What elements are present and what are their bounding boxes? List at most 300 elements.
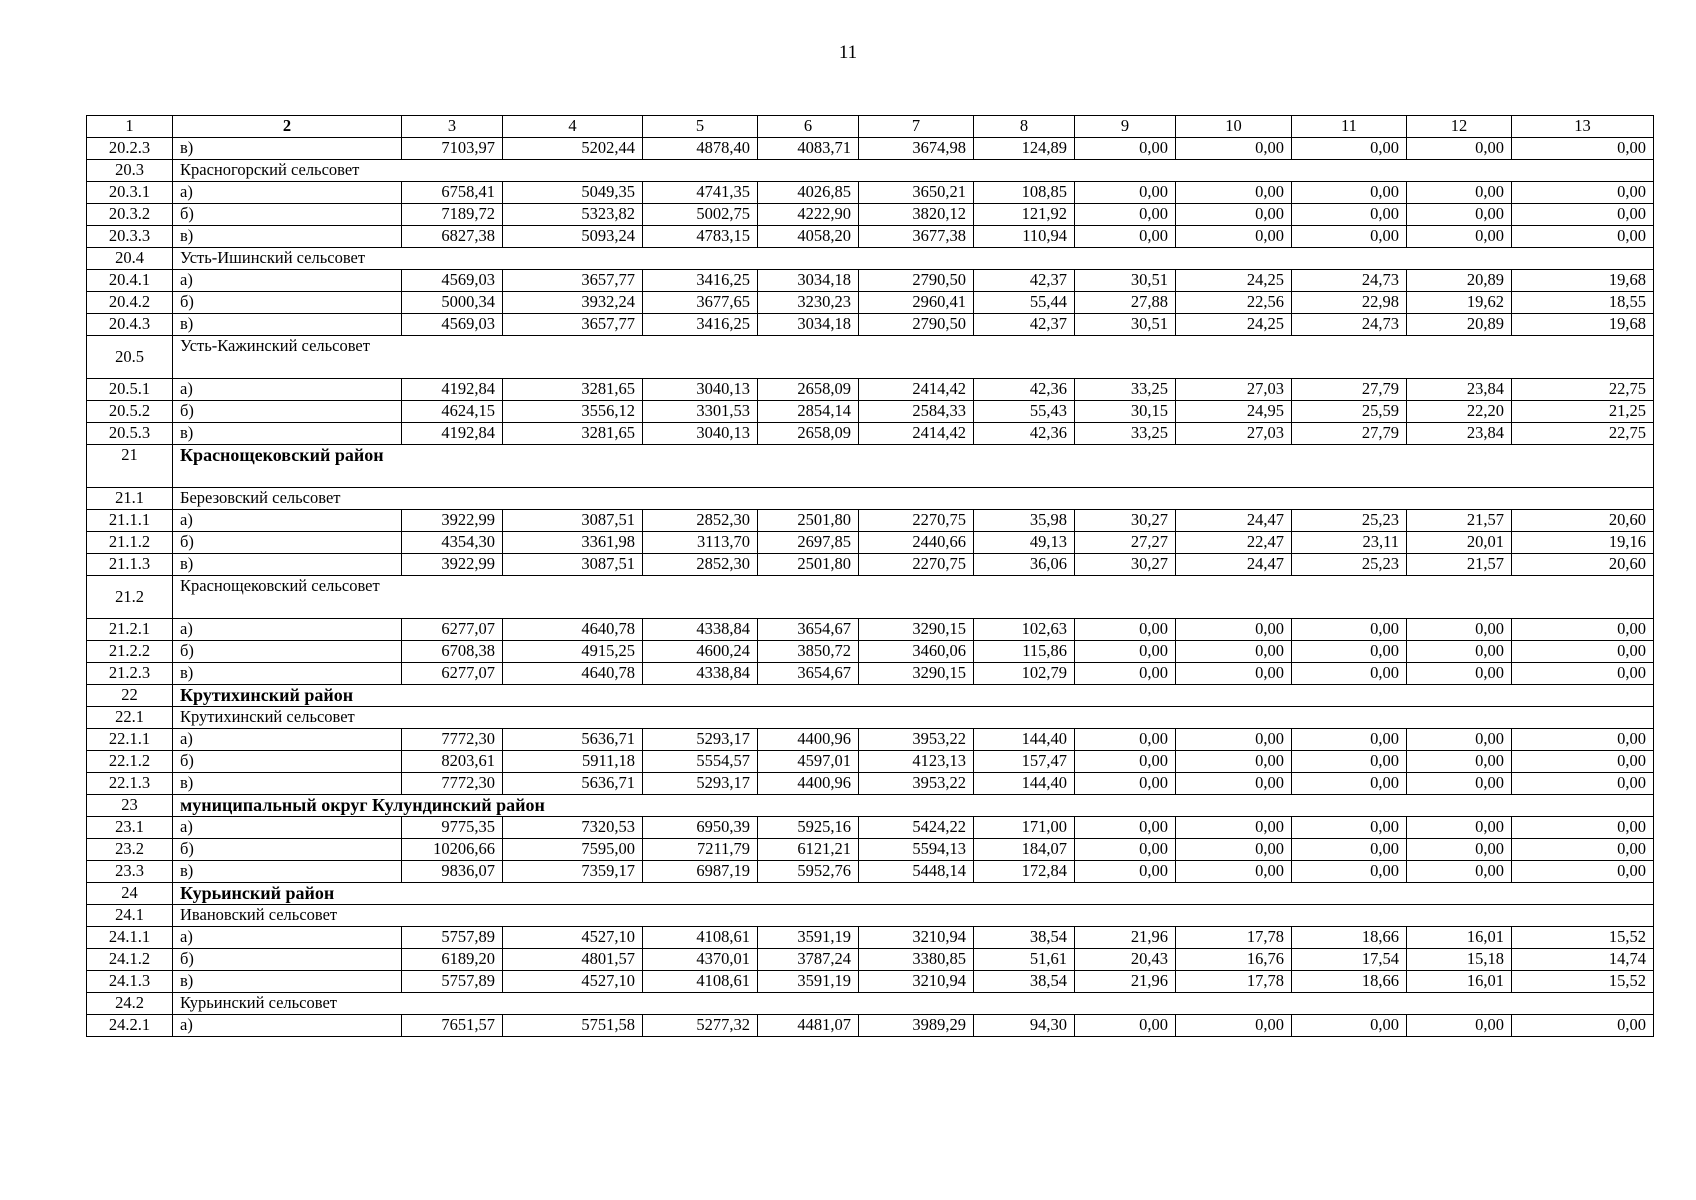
value-cell: 121,92 bbox=[974, 204, 1075, 226]
value-cell: 20,43 bbox=[1075, 949, 1176, 971]
row-code: 23.3 bbox=[87, 861, 173, 883]
table-row bbox=[87, 839, 1654, 861]
value-cell: 3953,22 bbox=[859, 729, 974, 751]
value-cell: 2501,80 bbox=[758, 554, 859, 576]
section-name-text: Ивановский сельсовет bbox=[180, 905, 338, 924]
value-cell: 24,25 bbox=[1176, 314, 1292, 336]
row-code: 24.1.3 bbox=[87, 971, 173, 993]
value-cell: 4083,71 bbox=[758, 138, 859, 160]
value-cell: 19,68 bbox=[1512, 314, 1654, 336]
value-cell: 2697,85 bbox=[758, 532, 859, 554]
value-cell: 0,00 bbox=[1407, 663, 1512, 685]
value-cell: 30,51 bbox=[1075, 314, 1176, 336]
section-row bbox=[87, 883, 1654, 905]
row-variant: в) bbox=[173, 314, 402, 336]
row-variant: а) bbox=[173, 1015, 402, 1037]
header-cell: 3 bbox=[402, 116, 503, 138]
table-row bbox=[87, 927, 1654, 949]
value-cell: 2414,42 bbox=[859, 379, 974, 401]
row-variant: б) bbox=[173, 401, 402, 423]
table-row bbox=[87, 971, 1654, 993]
value-cell: 0,00 bbox=[1512, 861, 1654, 883]
value-cell: 4915,25 bbox=[503, 641, 643, 663]
value-cell: 4878,40 bbox=[643, 138, 758, 160]
row-code: 20.3.1 bbox=[87, 182, 173, 204]
value-cell: 0,00 bbox=[1176, 861, 1292, 883]
header-cell: 5 bbox=[643, 116, 758, 138]
value-cell: 4222,90 bbox=[758, 204, 859, 226]
section-code: 24 bbox=[87, 883, 173, 905]
value-cell: 6708,38 bbox=[402, 641, 503, 663]
value-cell: 27,79 bbox=[1292, 379, 1407, 401]
value-cell: 0,00 bbox=[1407, 619, 1512, 641]
value-cell: 21,57 bbox=[1407, 554, 1512, 576]
section-code: 24.2 bbox=[87, 993, 173, 1015]
value-cell: 5323,82 bbox=[503, 204, 643, 226]
value-cell: 3087,51 bbox=[503, 554, 643, 576]
value-cell: 0,00 bbox=[1512, 773, 1654, 795]
value-cell: 0,00 bbox=[1176, 226, 1292, 248]
value-cell: 3361,98 bbox=[503, 532, 643, 554]
value-cell: 0,00 bbox=[1292, 773, 1407, 795]
value-cell: 3674,98 bbox=[859, 138, 974, 160]
section-row bbox=[87, 707, 1654, 729]
row-variant: а) bbox=[173, 729, 402, 751]
value-cell: 0,00 bbox=[1512, 839, 1654, 861]
value-cell: 0,00 bbox=[1292, 182, 1407, 204]
value-cell: 0,00 bbox=[1512, 619, 1654, 641]
section-code: 21 bbox=[87, 445, 173, 488]
row-variant: б) bbox=[173, 292, 402, 314]
row-variant: б) bbox=[173, 532, 402, 554]
value-cell: 0,00 bbox=[1075, 204, 1176, 226]
value-cell: 42,36 bbox=[974, 423, 1075, 445]
value-cell: 19,68 bbox=[1512, 270, 1654, 292]
row-code: 20.5.1 bbox=[87, 379, 173, 401]
row-variant: а) bbox=[173, 182, 402, 204]
value-cell: 4801,57 bbox=[503, 949, 643, 971]
value-cell: 3650,21 bbox=[859, 182, 974, 204]
value-cell: 3654,67 bbox=[758, 619, 859, 641]
value-cell: 20,60 bbox=[1512, 554, 1654, 576]
row-variant: б) bbox=[173, 751, 402, 773]
value-cell: 4624,15 bbox=[402, 401, 503, 423]
value-cell: 108,85 bbox=[974, 182, 1075, 204]
value-cell: 0,00 bbox=[1176, 182, 1292, 204]
value-cell: 4569,03 bbox=[402, 314, 503, 336]
value-cell: 49,13 bbox=[974, 532, 1075, 554]
value-cell: 27,03 bbox=[1176, 379, 1292, 401]
value-cell: 4123,13 bbox=[859, 751, 974, 773]
value-cell: 7103,97 bbox=[402, 138, 503, 160]
value-cell: 0,00 bbox=[1512, 1015, 1654, 1037]
value-cell: 7189,72 bbox=[402, 204, 503, 226]
header-cell: 2 bbox=[173, 116, 402, 138]
section-row bbox=[87, 685, 1654, 707]
value-cell: 102,79 bbox=[974, 663, 1075, 685]
value-cell: 16,01 bbox=[1407, 971, 1512, 993]
value-cell: 38,54 bbox=[974, 971, 1075, 993]
value-cell: 3953,22 bbox=[859, 773, 974, 795]
settlement-name bbox=[173, 160, 1654, 182]
table-row bbox=[87, 292, 1654, 314]
row-variant: в) bbox=[173, 861, 402, 883]
value-cell: 2584,33 bbox=[859, 401, 974, 423]
row-variant: а) bbox=[173, 270, 402, 292]
section-row bbox=[87, 336, 1654, 379]
value-cell: 0,00 bbox=[1407, 138, 1512, 160]
value-cell: 6277,07 bbox=[402, 663, 503, 685]
value-cell: 4108,61 bbox=[643, 971, 758, 993]
value-cell: 24,47 bbox=[1176, 510, 1292, 532]
district-name bbox=[173, 685, 1654, 707]
section-code: 23 bbox=[87, 795, 173, 817]
value-cell: 22,56 bbox=[1176, 292, 1292, 314]
section-code: 24.1 bbox=[87, 905, 173, 927]
value-cell: 18,66 bbox=[1292, 927, 1407, 949]
table-row bbox=[87, 861, 1654, 883]
value-cell: 17,78 bbox=[1176, 971, 1292, 993]
value-cell: 3932,24 bbox=[503, 292, 643, 314]
value-cell: 0,00 bbox=[1292, 138, 1407, 160]
value-cell: 0,00 bbox=[1407, 817, 1512, 839]
value-cell: 24,73 bbox=[1292, 314, 1407, 336]
value-cell: 6121,21 bbox=[758, 839, 859, 861]
section-row bbox=[87, 160, 1654, 182]
table-row bbox=[87, 423, 1654, 445]
value-cell: 2270,75 bbox=[859, 510, 974, 532]
value-cell: 4370,01 bbox=[643, 949, 758, 971]
value-cell: 5002,75 bbox=[643, 204, 758, 226]
value-cell: 4640,78 bbox=[503, 619, 643, 641]
value-cell: 22,20 bbox=[1407, 401, 1512, 423]
value-cell: 0,00 bbox=[1176, 138, 1292, 160]
value-cell: 0,00 bbox=[1512, 663, 1654, 685]
value-cell: 2501,80 bbox=[758, 510, 859, 532]
value-cell: 4108,61 bbox=[643, 927, 758, 949]
value-cell: 16,76 bbox=[1176, 949, 1292, 971]
value-cell: 36,06 bbox=[974, 554, 1075, 576]
value-cell: 3416,25 bbox=[643, 314, 758, 336]
value-cell: 42,37 bbox=[974, 270, 1075, 292]
table-row bbox=[87, 773, 1654, 795]
section-name-text: Краснощековский сельсовет bbox=[180, 576, 380, 595]
value-cell: 184,07 bbox=[974, 839, 1075, 861]
value-cell: 4600,24 bbox=[643, 641, 758, 663]
value-cell: 3281,65 bbox=[503, 423, 643, 445]
section-row bbox=[87, 445, 1654, 488]
value-cell: 0,00 bbox=[1292, 619, 1407, 641]
value-cell: 17,78 bbox=[1176, 927, 1292, 949]
value-cell: 27,03 bbox=[1176, 423, 1292, 445]
value-cell: 0,00 bbox=[1407, 641, 1512, 663]
row-variant: б) bbox=[173, 204, 402, 226]
row-code: 20.5.3 bbox=[87, 423, 173, 445]
value-cell: 4400,96 bbox=[758, 773, 859, 795]
settlement-name bbox=[173, 707, 1654, 729]
section-name-text: Березовский сельсовет bbox=[180, 488, 341, 507]
value-cell: 0,00 bbox=[1176, 839, 1292, 861]
value-cell: 0,00 bbox=[1075, 729, 1176, 751]
value-cell: 0,00 bbox=[1292, 204, 1407, 226]
value-cell: 3556,12 bbox=[503, 401, 643, 423]
value-cell: 2960,41 bbox=[859, 292, 974, 314]
section-name-text: Курьинский район bbox=[180, 883, 335, 903]
value-cell: 3113,70 bbox=[643, 532, 758, 554]
value-cell: 15,52 bbox=[1512, 971, 1654, 993]
value-cell: 3922,99 bbox=[402, 554, 503, 576]
value-cell: 22,98 bbox=[1292, 292, 1407, 314]
row-variant: б) bbox=[173, 839, 402, 861]
value-cell: 30,27 bbox=[1075, 554, 1176, 576]
row-variant: а) bbox=[173, 379, 402, 401]
table-row bbox=[87, 270, 1654, 292]
table-row bbox=[87, 663, 1654, 685]
value-cell: 2790,50 bbox=[859, 270, 974, 292]
value-cell: 0,00 bbox=[1407, 773, 1512, 795]
value-cell: 2658,09 bbox=[758, 379, 859, 401]
value-cell: 8203,61 bbox=[402, 751, 503, 773]
value-cell: 0,00 bbox=[1292, 817, 1407, 839]
value-cell: 4481,07 bbox=[758, 1015, 859, 1037]
value-cell: 5757,89 bbox=[402, 971, 503, 993]
value-cell: 21,57 bbox=[1407, 510, 1512, 532]
value-cell: 144,40 bbox=[974, 729, 1075, 751]
value-cell: 0,00 bbox=[1292, 663, 1407, 685]
section-name-text: муниципальный округ Кулундинский район bbox=[180, 795, 545, 815]
value-cell: 0,00 bbox=[1512, 204, 1654, 226]
header-row bbox=[87, 116, 1654, 138]
value-cell: 6277,07 bbox=[402, 619, 503, 641]
header-cell: 12 bbox=[1407, 116, 1512, 138]
value-cell: 3922,99 bbox=[402, 510, 503, 532]
row-variant: в) bbox=[173, 773, 402, 795]
row-code: 20.4.1 bbox=[87, 270, 173, 292]
row-code: 20.3.3 bbox=[87, 226, 173, 248]
section-name-text: Крутихинский сельсовет bbox=[180, 707, 355, 726]
row-code: 22.1.2 bbox=[87, 751, 173, 773]
value-cell: 124,89 bbox=[974, 138, 1075, 160]
value-cell: 0,00 bbox=[1176, 641, 1292, 663]
value-cell: 3591,19 bbox=[758, 971, 859, 993]
header-cell: 7 bbox=[859, 116, 974, 138]
value-cell: 4640,78 bbox=[503, 663, 643, 685]
value-cell: 0,00 bbox=[1176, 817, 1292, 839]
row-code: 24.2.1 bbox=[87, 1015, 173, 1037]
value-cell: 30,51 bbox=[1075, 270, 1176, 292]
value-cell: 10206,66 bbox=[402, 839, 503, 861]
value-cell: 0,00 bbox=[1075, 751, 1176, 773]
section-code: 21.2 bbox=[87, 576, 173, 619]
value-cell: 42,36 bbox=[974, 379, 1075, 401]
table-row bbox=[87, 817, 1654, 839]
value-cell: 0,00 bbox=[1407, 729, 1512, 751]
value-cell: 5636,71 bbox=[503, 729, 643, 751]
value-cell: 22,47 bbox=[1176, 532, 1292, 554]
value-cell: 0,00 bbox=[1292, 751, 1407, 773]
value-cell: 3820,12 bbox=[859, 204, 974, 226]
value-cell: 2852,30 bbox=[643, 554, 758, 576]
value-cell: 25,23 bbox=[1292, 510, 1407, 532]
value-cell: 7595,00 bbox=[503, 839, 643, 861]
value-cell: 24,25 bbox=[1176, 270, 1292, 292]
value-cell: 0,00 bbox=[1075, 619, 1176, 641]
table-row bbox=[87, 949, 1654, 971]
section-code: 20.4 bbox=[87, 248, 173, 270]
value-cell: 4338,84 bbox=[643, 663, 758, 685]
value-cell: 7320,53 bbox=[503, 817, 643, 839]
value-cell: 4192,84 bbox=[402, 423, 503, 445]
value-cell: 5000,34 bbox=[402, 292, 503, 314]
value-cell: 33,25 bbox=[1075, 379, 1176, 401]
value-cell: 5093,24 bbox=[503, 226, 643, 248]
value-cell: 5448,14 bbox=[859, 861, 974, 883]
value-cell: 5925,16 bbox=[758, 817, 859, 839]
value-cell: 19,16 bbox=[1512, 532, 1654, 554]
section-row bbox=[87, 795, 1654, 817]
section-name-text: Курьинский сельсовет bbox=[180, 993, 337, 1012]
settlement-name bbox=[173, 993, 1654, 1015]
value-cell: 0,00 bbox=[1407, 204, 1512, 226]
value-cell: 3040,13 bbox=[643, 423, 758, 445]
section-row bbox=[87, 576, 1654, 619]
district-name bbox=[173, 795, 1654, 817]
value-cell: 38,54 bbox=[974, 927, 1075, 949]
row-code: 23.2 bbox=[87, 839, 173, 861]
row-code: 22.1.3 bbox=[87, 773, 173, 795]
value-cell: 3301,53 bbox=[643, 401, 758, 423]
table-body bbox=[87, 138, 1654, 1037]
value-cell: 5952,76 bbox=[758, 861, 859, 883]
value-cell: 4400,96 bbox=[758, 729, 859, 751]
value-cell: 0,00 bbox=[1176, 619, 1292, 641]
value-cell: 4338,84 bbox=[643, 619, 758, 641]
value-cell: 22,75 bbox=[1512, 423, 1654, 445]
row-variant: в) bbox=[173, 971, 402, 993]
value-cell: 5751,58 bbox=[503, 1015, 643, 1037]
table-row bbox=[87, 751, 1654, 773]
value-cell: 2852,30 bbox=[643, 510, 758, 532]
value-cell: 5757,89 bbox=[402, 927, 503, 949]
section-code: 22.1 bbox=[87, 707, 173, 729]
section-name-text: Красногорский сельсовет bbox=[180, 160, 360, 179]
value-cell: 0,00 bbox=[1292, 729, 1407, 751]
value-cell: 3290,15 bbox=[859, 619, 974, 641]
value-cell: 22,75 bbox=[1512, 379, 1654, 401]
section-name-text: Крутихинский район bbox=[180, 685, 354, 705]
value-cell: 172,84 bbox=[974, 861, 1075, 883]
value-cell: 3460,06 bbox=[859, 641, 974, 663]
settlement-name bbox=[173, 248, 1654, 270]
value-cell: 5277,32 bbox=[643, 1015, 758, 1037]
value-cell: 0,00 bbox=[1407, 182, 1512, 204]
value-cell: 0,00 bbox=[1407, 1015, 1512, 1037]
value-cell: 3290,15 bbox=[859, 663, 974, 685]
value-cell: 4597,01 bbox=[758, 751, 859, 773]
value-cell: 3850,72 bbox=[758, 641, 859, 663]
value-cell: 0,00 bbox=[1292, 226, 1407, 248]
row-code: 21.2.1 bbox=[87, 619, 173, 641]
table-row bbox=[87, 138, 1654, 160]
value-cell: 3591,19 bbox=[758, 927, 859, 949]
value-cell: 0,00 bbox=[1407, 861, 1512, 883]
section-name-text: Краснощековский район bbox=[180, 445, 384, 465]
row-variant: в) bbox=[173, 226, 402, 248]
value-cell: 9836,07 bbox=[402, 861, 503, 883]
value-cell: 51,61 bbox=[974, 949, 1075, 971]
table-row bbox=[87, 401, 1654, 423]
value-cell: 21,96 bbox=[1075, 971, 1176, 993]
header-cell: 13 bbox=[1512, 116, 1654, 138]
value-cell: 0,00 bbox=[1176, 663, 1292, 685]
value-cell: 21,96 bbox=[1075, 927, 1176, 949]
value-cell: 0,00 bbox=[1075, 839, 1176, 861]
value-cell: 2270,75 bbox=[859, 554, 974, 576]
value-cell: 7651,57 bbox=[402, 1015, 503, 1037]
header-cell: 10 bbox=[1176, 116, 1292, 138]
row-code: 21.2.2 bbox=[87, 641, 173, 663]
value-cell: 4783,15 bbox=[643, 226, 758, 248]
section-code: 22 bbox=[87, 685, 173, 707]
value-cell: 157,47 bbox=[974, 751, 1075, 773]
settlement-name bbox=[173, 336, 1654, 379]
value-cell: 9775,35 bbox=[402, 817, 503, 839]
value-cell: 4354,30 bbox=[402, 532, 503, 554]
section-row bbox=[87, 248, 1654, 270]
section-name-text: Усть-Ишинский сельсовет bbox=[180, 248, 366, 267]
row-code: 20.2.3 bbox=[87, 138, 173, 160]
row-code: 23.1 bbox=[87, 817, 173, 839]
value-cell: 0,00 bbox=[1075, 182, 1176, 204]
value-cell: 6758,41 bbox=[402, 182, 503, 204]
value-cell: 4569,03 bbox=[402, 270, 503, 292]
table-row bbox=[87, 510, 1654, 532]
settlement-name bbox=[173, 576, 1654, 619]
value-cell: 7211,79 bbox=[643, 839, 758, 861]
value-cell: 4026,85 bbox=[758, 182, 859, 204]
value-cell: 19,62 bbox=[1407, 292, 1512, 314]
value-cell: 0,00 bbox=[1292, 861, 1407, 883]
value-cell: 15,18 bbox=[1407, 949, 1512, 971]
value-cell: 0,00 bbox=[1075, 1015, 1176, 1037]
value-cell: 18,55 bbox=[1512, 292, 1654, 314]
header-cell: 9 bbox=[1075, 116, 1176, 138]
section-row bbox=[87, 488, 1654, 510]
value-cell: 5049,35 bbox=[503, 182, 643, 204]
table-row bbox=[87, 182, 1654, 204]
value-cell: 0,00 bbox=[1075, 861, 1176, 883]
row-variant: б) bbox=[173, 641, 402, 663]
value-cell: 115,86 bbox=[974, 641, 1075, 663]
value-cell: 0,00 bbox=[1176, 729, 1292, 751]
value-cell: 5202,44 bbox=[503, 138, 643, 160]
value-cell: 4192,84 bbox=[402, 379, 503, 401]
value-cell: 7772,30 bbox=[402, 773, 503, 795]
value-cell: 0,00 bbox=[1176, 1015, 1292, 1037]
value-cell: 25,23 bbox=[1292, 554, 1407, 576]
value-cell: 7772,30 bbox=[402, 729, 503, 751]
row-code: 20.4.2 bbox=[87, 292, 173, 314]
value-cell: 144,40 bbox=[974, 773, 1075, 795]
value-cell: 5293,17 bbox=[643, 729, 758, 751]
row-code: 21.1.2 bbox=[87, 532, 173, 554]
value-cell: 0,00 bbox=[1512, 182, 1654, 204]
value-cell: 15,52 bbox=[1512, 927, 1654, 949]
row-variant: а) bbox=[173, 817, 402, 839]
value-cell: 4741,35 bbox=[643, 182, 758, 204]
value-cell: 25,59 bbox=[1292, 401, 1407, 423]
value-cell: 0,00 bbox=[1512, 641, 1654, 663]
